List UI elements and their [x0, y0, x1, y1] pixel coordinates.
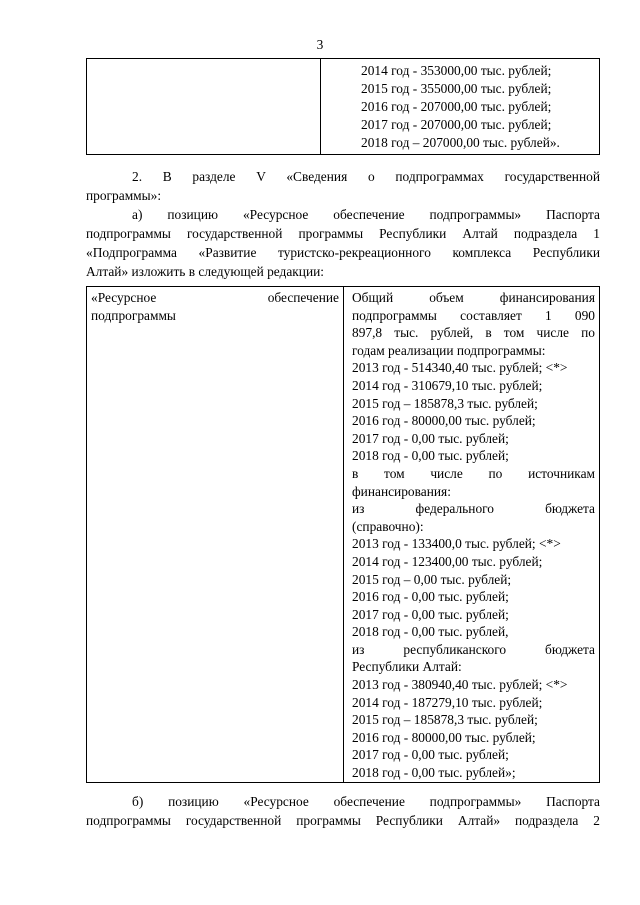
year-line: 2016 год - 0,00 тыс. рублей;	[352, 589, 509, 605]
position-value-cell	[344, 287, 600, 783]
year-line: 2014 год - 353000,00 тыс. рублей;	[361, 63, 552, 78]
paragraph-2	[86, 167, 600, 205]
year-line: 2017 год - 0,00 тыс. рублей;	[352, 430, 509, 446]
position-name-line: подпрограммы	[91, 307, 176, 323]
federal-budget-heading: из федерального бюджета	[352, 501, 595, 517]
position-name-line: «Ресурсное обеспечение	[91, 290, 339, 305]
year-line: 2016 год - 80000,00 тыс. рублей;	[352, 729, 536, 745]
total-funding-line: подпрограммы составляет 1 090	[352, 307, 595, 323]
paragraph-line: 2. В разделе V «Сведения о подпрограммах государственной	[132, 169, 600, 184]
republic-budget-heading: из республиканского бюджета	[352, 641, 595, 657]
total-funding-line: Общий объем финансирования	[352, 290, 595, 305]
federal-budget-heading: (справочно):	[352, 518, 424, 534]
page-number: 3	[316, 37, 324, 52]
sources-heading-line: в том числе по источникам	[352, 465, 595, 481]
year-line: 2018 год - 0,00 тыс. рублей,	[352, 624, 509, 640]
paragraph-a	[86, 205, 600, 281]
paragraph-line: программы»:	[86, 188, 162, 203]
sources-heading-line: финансирования:	[352, 483, 451, 499]
total-funding-line: годам реализации подпрограммы:	[352, 342, 546, 358]
paragraph-b	[86, 792, 600, 830]
continued-resource-table	[86, 58, 600, 155]
year-line: 2018 год - 0,00 тыс. рублей»;	[352, 765, 516, 781]
year-line: 2018 год - 0,00 тыс. рублей;	[352, 448, 509, 464]
resource-provision-table	[86, 286, 600, 783]
year-line: 2013 год - 514340,40 тыс. рублей; <*>	[352, 360, 568, 376]
paragraph-line: подпрограммы государственной программы Республики Алтай» подраздела 2	[86, 813, 600, 828]
year-line: 2014 год - 310679,10 тыс. рублей;	[352, 377, 543, 393]
continued-table-left-cell	[87, 59, 321, 155]
year-line: 2017 год - 0,00 тыс. рублей;	[352, 606, 509, 622]
year-line: 2013 год - 380940,40 тыс. рублей; <*>	[352, 677, 568, 693]
year-line: 2015 год - 355000,00 тыс. рублей;	[361, 81, 552, 96]
year-line: 2017 год - 207000,00 тыс. рублей;	[361, 117, 552, 132]
year-line: 2015 год – 185878,3 тыс. рублей;	[352, 712, 538, 728]
year-line: 2015 год – 185878,3 тыс. рублей;	[352, 395, 538, 411]
paragraph-line: «Подпрограмма «Развитие туристско-рекреационного комплекса Республики	[86, 245, 600, 260]
year-line: 2014 год - 187279,10 тыс. рублей;	[352, 694, 543, 710]
year-line: 2017 год - 0,00 тыс. рублей;	[352, 747, 509, 763]
paragraph-line: Алтай» изложить в следующей редакции:	[86, 264, 325, 279]
year-line: 2013 год - 133400,0 тыс. рублей; <*>	[352, 536, 561, 552]
republic-budget-heading: Республики Алтай:	[352, 659, 462, 675]
total-funding-line: 897,8 тыс. рублей, в том числе по	[352, 325, 595, 341]
paragraph-line: а) позицию «Ресурсное обеспечение подпрограммы» Паспорта	[132, 207, 600, 222]
year-line: 2016 год - 207000,00 тыс. рублей;	[361, 99, 552, 114]
continued-table-right-cell	[321, 59, 600, 155]
paragraph-line: подпрограммы государственной программы Республики Алтай подраздела 1	[86, 226, 600, 241]
year-line: 2018 год – 207000,00 тыс. рублей».	[361, 135, 560, 150]
year-line: 2015 год – 0,00 тыс. рублей;	[352, 571, 512, 587]
year-line: 2016 год - 80000,00 тыс. рублей;	[352, 413, 536, 429]
paragraph-line: б) позицию «Ресурсное обеспечение подпрограммы» Паспорта	[132, 794, 600, 809]
position-name-cell	[87, 287, 344, 783]
year-line: 2014 год - 123400,00 тыс. рублей;	[352, 553, 543, 569]
